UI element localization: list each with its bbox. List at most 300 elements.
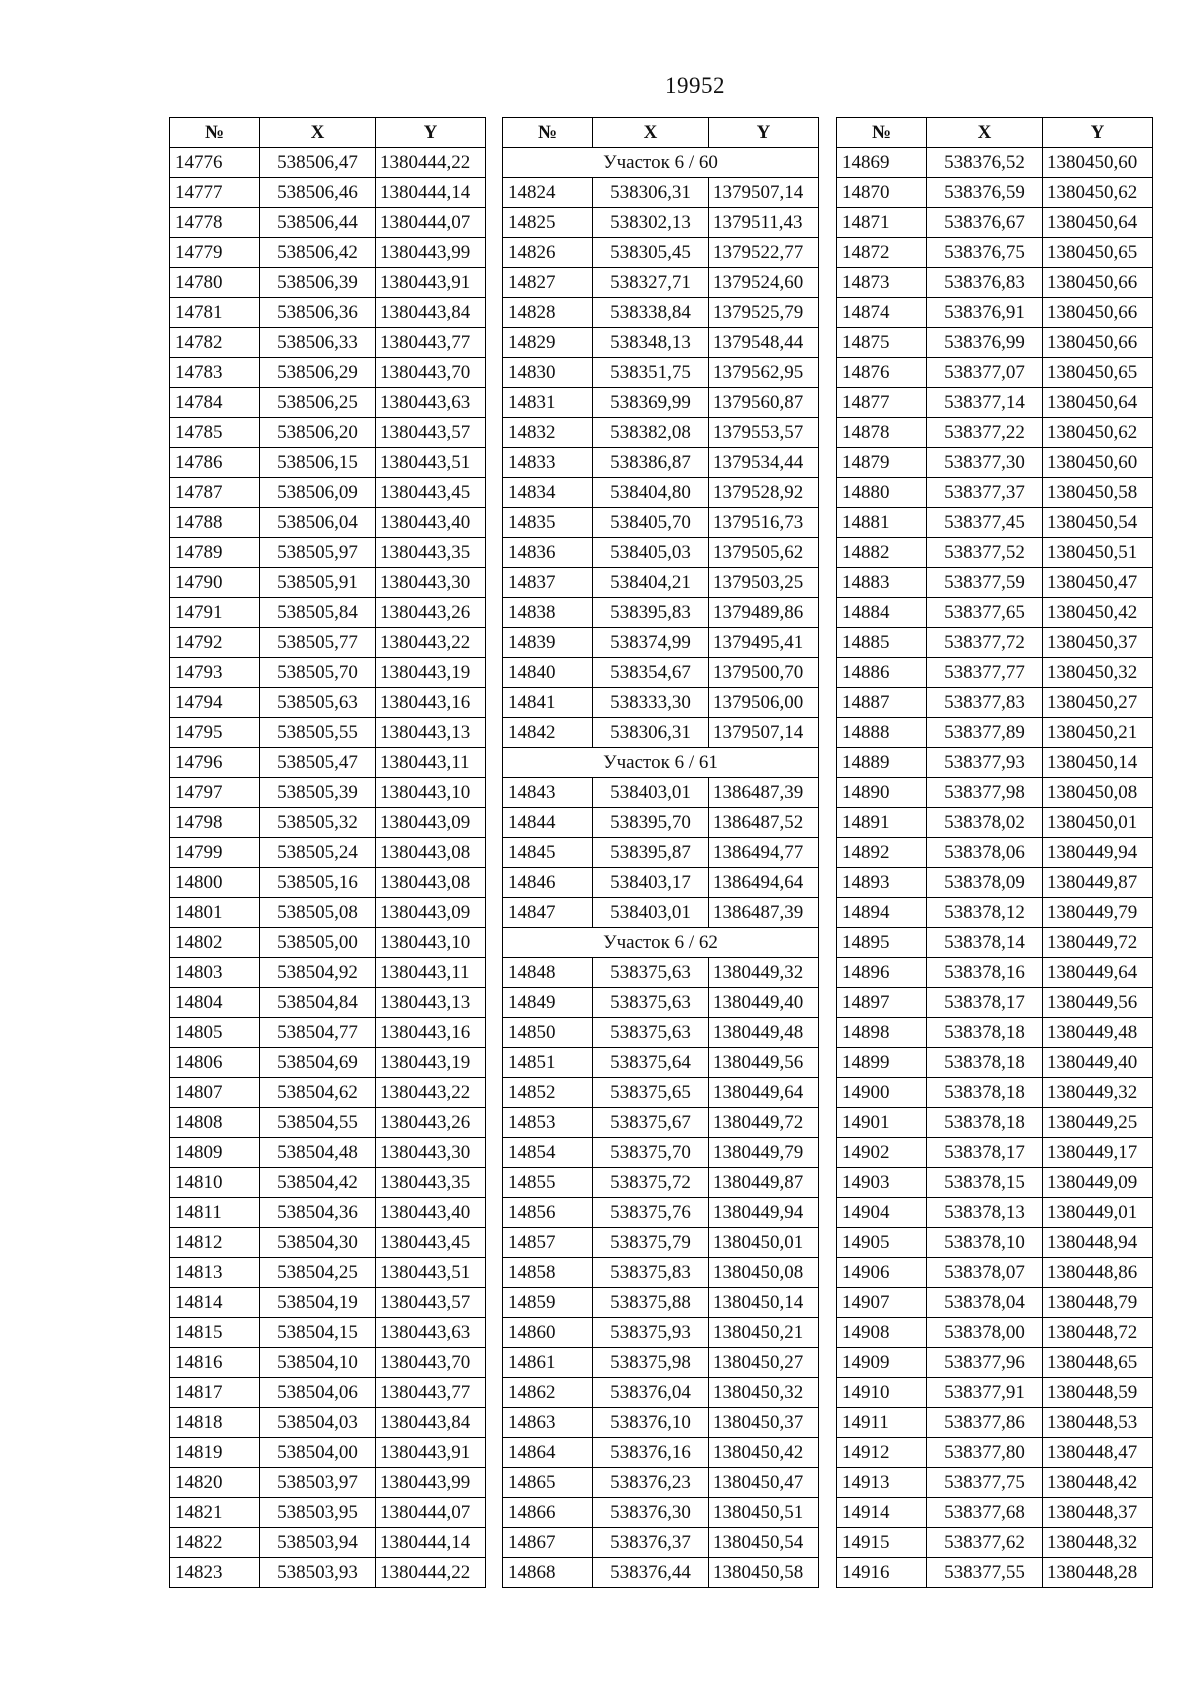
y-coordinate-cell: 1380449,56: [709, 1048, 819, 1078]
y-coordinate-cell: 1380450,08: [1043, 778, 1153, 808]
x-coordinate-cell: 538505,70: [260, 658, 376, 688]
x-coordinate-cell: 538375,83: [593, 1258, 709, 1288]
table-row: [170, 1288, 486, 1318]
y-coordinate-cell: 1380443,51: [376, 1258, 486, 1288]
y-coordinate-cell: 1380450,54: [1043, 508, 1153, 538]
y-coordinate-cell: 1380450,42: [1043, 598, 1153, 628]
point-number-cell: 14913: [837, 1468, 927, 1498]
table-row: [503, 1378, 819, 1408]
x-coordinate-cell: 538505,32: [260, 808, 376, 838]
x-coordinate-cell: 538504,30: [260, 1228, 376, 1258]
section-label: Участок 6 / 62: [503, 928, 819, 958]
point-number-cell: 14834: [503, 478, 593, 508]
table-row: [503, 1348, 819, 1378]
table-row: [837, 988, 1153, 1018]
point-number-cell: 14779: [170, 238, 260, 268]
table-row: [170, 1048, 486, 1078]
table-row: [503, 898, 819, 928]
table-row: [837, 538, 1153, 568]
table-row: [170, 1168, 486, 1198]
y-coordinate-cell: 1380450,60: [1043, 448, 1153, 478]
table-row: [837, 418, 1153, 448]
y-coordinate-cell: 1380444,22: [376, 148, 486, 178]
y-coordinate-cell: 1380450,60: [1043, 148, 1153, 178]
x-coordinate-cell: 538505,84: [260, 598, 376, 628]
table-row: [837, 748, 1153, 778]
table-row: [170, 988, 486, 1018]
table-row: [503, 658, 819, 688]
x-coordinate-cell: 538504,84: [260, 988, 376, 1018]
point-number-cell: 14912: [837, 1438, 927, 1468]
table-row: [503, 1108, 819, 1138]
x-coordinate-cell: 538504,77: [260, 1018, 376, 1048]
table-row: [837, 298, 1153, 328]
x-coordinate-cell: 538374,99: [593, 628, 709, 658]
point-number-cell: 14866: [503, 1498, 593, 1528]
x-coordinate-cell: 538506,39: [260, 268, 376, 298]
point-number-cell: 14789: [170, 538, 260, 568]
point-number-cell: 14778: [170, 208, 260, 238]
column-header-y: Y: [376, 118, 486, 148]
table-row: [837, 1018, 1153, 1048]
x-coordinate-cell: 538378,09: [927, 868, 1043, 898]
x-coordinate-cell: 538505,47: [260, 748, 376, 778]
y-coordinate-cell: 1380450,54: [709, 1528, 819, 1558]
point-number-cell: 14777: [170, 178, 260, 208]
y-coordinate-cell: 1380450,32: [1043, 658, 1153, 688]
section-header-row: [503, 748, 819, 778]
x-coordinate-cell: 538377,89: [927, 718, 1043, 748]
y-coordinate-cell: 1380449,40: [709, 988, 819, 1018]
y-coordinate-cell: 1380443,57: [376, 418, 486, 448]
point-number-cell: 14907: [837, 1288, 927, 1318]
y-coordinate-cell: 1380450,21: [1043, 718, 1153, 748]
x-coordinate-cell: 538382,08: [593, 418, 709, 448]
point-number-cell: 14862: [503, 1378, 593, 1408]
y-coordinate-cell: 1380449,56: [1043, 988, 1153, 1018]
x-coordinate-cell: 538378,17: [927, 1138, 1043, 1168]
y-coordinate-cell: 1380448,53: [1043, 1408, 1153, 1438]
point-number-cell: 14806: [170, 1048, 260, 1078]
point-number-cell: 14870: [837, 178, 927, 208]
point-number-cell: 14876: [837, 358, 927, 388]
point-number-cell: 14903: [837, 1168, 927, 1198]
table-row: [837, 1378, 1153, 1408]
point-number-cell: 14799: [170, 838, 260, 868]
x-coordinate-cell: 538375,63: [593, 958, 709, 988]
point-number-cell: 14896: [837, 958, 927, 988]
x-coordinate-cell: 538378,13: [927, 1198, 1043, 1228]
y-coordinate-cell: 1380443,91: [376, 268, 486, 298]
y-coordinate-cell: 1379524,60: [709, 268, 819, 298]
table-row: [170, 328, 486, 358]
table-row: [170, 1348, 486, 1378]
column-header-number: №: [503, 118, 593, 148]
table-row: [837, 958, 1153, 988]
column-header-y: Y: [1043, 118, 1153, 148]
x-coordinate-cell: 538378,12: [927, 898, 1043, 928]
x-coordinate-cell: 538405,70: [593, 508, 709, 538]
y-coordinate-cell: 1380450,58: [709, 1558, 819, 1588]
x-coordinate-cell: 538377,59: [927, 568, 1043, 598]
x-coordinate-cell: 538338,84: [593, 298, 709, 328]
table-row: [503, 1468, 819, 1498]
x-coordinate-cell: 538404,80: [593, 478, 709, 508]
point-number-cell: 14798: [170, 808, 260, 838]
table-row: [837, 928, 1153, 958]
point-number-cell: 14809: [170, 1138, 260, 1168]
x-coordinate-cell: 538378,10: [927, 1228, 1043, 1258]
table-row: [170, 208, 486, 238]
x-coordinate-cell: 538375,98: [593, 1348, 709, 1378]
x-coordinate-cell: 538377,83: [927, 688, 1043, 718]
point-number-cell: 14823: [170, 1558, 260, 1588]
point-number-cell: 14882: [837, 538, 927, 568]
table-row: [503, 478, 819, 508]
y-coordinate-cell: 1380450,14: [1043, 748, 1153, 778]
x-coordinate-cell: 538377,68: [927, 1498, 1043, 1528]
table-row: [503, 328, 819, 358]
y-coordinate-cell: 1379506,00: [709, 688, 819, 718]
table-row: [503, 1408, 819, 1438]
table-row: [170, 418, 486, 448]
point-number-cell: 14819: [170, 1438, 260, 1468]
table-row: [503, 1018, 819, 1048]
point-number-cell: 14879: [837, 448, 927, 478]
y-coordinate-cell: 1380450,58: [1043, 478, 1153, 508]
table-row: [170, 808, 486, 838]
y-coordinate-cell: 1380443,70: [376, 358, 486, 388]
x-coordinate-cell: 538376,75: [927, 238, 1043, 268]
y-coordinate-cell: 1380443,09: [376, 808, 486, 838]
table-row: [170, 838, 486, 868]
x-coordinate-cell: 538375,64: [593, 1048, 709, 1078]
x-coordinate-cell: 538378,18: [927, 1018, 1043, 1048]
y-coordinate-cell: 1380449,32: [709, 958, 819, 988]
x-coordinate-cell: 538377,93: [927, 748, 1043, 778]
table-row: [837, 808, 1153, 838]
x-coordinate-cell: 538376,30: [593, 1498, 709, 1528]
x-coordinate-cell: 538377,07: [927, 358, 1043, 388]
point-number-cell: 14801: [170, 898, 260, 928]
point-number-cell: 14865: [503, 1468, 593, 1498]
point-number-cell: 14824: [503, 178, 593, 208]
point-number-cell: 14829: [503, 328, 593, 358]
point-number-cell: 14863: [503, 1408, 593, 1438]
point-number-cell: 14894: [837, 898, 927, 928]
column-header-number: №: [837, 118, 927, 148]
table-row: [837, 568, 1153, 598]
point-number-cell: 14785: [170, 418, 260, 448]
x-coordinate-cell: 538504,06: [260, 1378, 376, 1408]
y-coordinate-cell: 1380443,40: [376, 508, 486, 538]
y-coordinate-cell: 1380443,16: [376, 1018, 486, 1048]
table-row: [170, 1198, 486, 1228]
y-coordinate-cell: 1380443,13: [376, 718, 486, 748]
table-row: [837, 898, 1153, 928]
point-number-cell: 14859: [503, 1288, 593, 1318]
point-number-cell: 14909: [837, 1348, 927, 1378]
point-number-cell: 14828: [503, 298, 593, 328]
y-coordinate-cell: 1380443,35: [376, 538, 486, 568]
table-row: [503, 838, 819, 868]
y-coordinate-cell: 1380448,28: [1043, 1558, 1153, 1588]
x-coordinate-cell: 538375,79: [593, 1228, 709, 1258]
point-number-cell: 14898: [837, 1018, 927, 1048]
x-coordinate-cell: 538395,83: [593, 598, 709, 628]
point-number-cell: 14822: [170, 1528, 260, 1558]
y-coordinate-cell: 1380443,70: [376, 1348, 486, 1378]
x-coordinate-cell: 538375,93: [593, 1318, 709, 1348]
point-number-cell: 14776: [170, 148, 260, 178]
x-coordinate-cell: 538506,04: [260, 508, 376, 538]
table-row: [503, 208, 819, 238]
x-coordinate-cell: 538503,97: [260, 1468, 376, 1498]
table-row: [170, 1138, 486, 1168]
table-row: [503, 238, 819, 268]
y-coordinate-cell: 1380443,30: [376, 568, 486, 598]
point-number-cell: 14847: [503, 898, 593, 928]
y-coordinate-cell: 1380443,40: [376, 1198, 486, 1228]
y-coordinate-cell: 1380450,27: [709, 1348, 819, 1378]
y-coordinate-cell: 1380443,51: [376, 448, 486, 478]
table-row: [837, 238, 1153, 268]
table-row: [837, 508, 1153, 538]
point-number-cell: 14895: [837, 928, 927, 958]
y-coordinate-cell: 1380448,94: [1043, 1228, 1153, 1258]
x-coordinate-cell: 538375,63: [593, 988, 709, 1018]
x-coordinate-cell: 538504,10: [260, 1348, 376, 1378]
point-number-cell: 14802: [170, 928, 260, 958]
column-header-x: X: [927, 118, 1043, 148]
table-row: [503, 298, 819, 328]
y-coordinate-cell: 1380450,37: [709, 1408, 819, 1438]
table-row: [837, 148, 1153, 178]
table-row: [837, 598, 1153, 628]
table-row: [503, 568, 819, 598]
y-coordinate-cell: 1380449,01: [1043, 1198, 1153, 1228]
table-row: [170, 568, 486, 598]
table-row: [837, 1558, 1153, 1588]
point-number-cell: 14804: [170, 988, 260, 1018]
point-number-cell: 14800: [170, 868, 260, 898]
coordinates-table-right: [836, 117, 1153, 1588]
point-number-cell: 14868: [503, 1558, 593, 1588]
y-coordinate-cell: 1380448,65: [1043, 1348, 1153, 1378]
x-coordinate-cell: 538376,91: [927, 298, 1043, 328]
table-row: [170, 898, 486, 928]
x-coordinate-cell: 538505,08: [260, 898, 376, 928]
y-coordinate-cell: 1380448,86: [1043, 1258, 1153, 1288]
x-coordinate-cell: 538504,25: [260, 1258, 376, 1288]
table-row: [837, 1168, 1153, 1198]
y-coordinate-cell: 1386487,39: [709, 778, 819, 808]
x-coordinate-cell: 538378,14: [927, 928, 1043, 958]
y-coordinate-cell: 1380449,87: [1043, 868, 1153, 898]
point-number-cell: 14916: [837, 1558, 927, 1588]
point-number-cell: 14908: [837, 1318, 927, 1348]
table-row: [837, 658, 1153, 688]
y-coordinate-cell: 1379534,44: [709, 448, 819, 478]
section-label: Участок 6 / 61: [503, 748, 819, 778]
x-coordinate-cell: 538354,67: [593, 658, 709, 688]
table-row: [170, 1408, 486, 1438]
point-number-cell: 14821: [170, 1498, 260, 1528]
y-coordinate-cell: 1379548,44: [709, 328, 819, 358]
y-coordinate-cell: 1380450,14: [709, 1288, 819, 1318]
x-coordinate-cell: 538503,94: [260, 1528, 376, 1558]
point-number-cell: 14861: [503, 1348, 593, 1378]
section-header-row: [503, 148, 819, 178]
x-coordinate-cell: 538377,62: [927, 1528, 1043, 1558]
table-row: [170, 1228, 486, 1258]
table-row: [837, 718, 1153, 748]
table-row: [503, 418, 819, 448]
point-number-cell: 14820: [170, 1468, 260, 1498]
table-row: [837, 1258, 1153, 1288]
table-row: [170, 868, 486, 898]
y-coordinate-cell: 1379525,79: [709, 298, 819, 328]
table-row: [837, 1288, 1153, 1318]
y-coordinate-cell: 1380443,26: [376, 598, 486, 628]
x-coordinate-cell: 538504,55: [260, 1108, 376, 1138]
table-row: [503, 1318, 819, 1348]
x-coordinate-cell: 538306,31: [593, 178, 709, 208]
point-number-cell: 14874: [837, 298, 927, 328]
y-coordinate-cell: 1380444,22: [376, 1558, 486, 1588]
y-coordinate-cell: 1386494,64: [709, 868, 819, 898]
table-row: [837, 868, 1153, 898]
point-number-cell: 14857: [503, 1228, 593, 1258]
point-number-cell: 14844: [503, 808, 593, 838]
table-row: [503, 1258, 819, 1288]
y-coordinate-cell: 1380443,99: [376, 238, 486, 268]
table-row: [503, 358, 819, 388]
y-coordinate-cell: 1380443,63: [376, 1318, 486, 1348]
x-coordinate-cell: 538378,07: [927, 1258, 1043, 1288]
y-coordinate-cell: 1380448,79: [1043, 1288, 1153, 1318]
y-coordinate-cell: 1380443,35: [376, 1168, 486, 1198]
table-row: [837, 1528, 1153, 1558]
table-row: [170, 1018, 486, 1048]
x-coordinate-cell: 538351,75: [593, 358, 709, 388]
y-coordinate-cell: 1380443,84: [376, 298, 486, 328]
point-number-cell: 14851: [503, 1048, 593, 1078]
x-coordinate-cell: 538377,55: [927, 1558, 1043, 1588]
x-coordinate-cell: 538377,75: [927, 1468, 1043, 1498]
table-row: [170, 1258, 486, 1288]
table-row: [503, 1048, 819, 1078]
y-coordinate-cell: 1379528,92: [709, 478, 819, 508]
x-coordinate-cell: 538375,65: [593, 1078, 709, 1108]
point-number-cell: 14811: [170, 1198, 260, 1228]
point-number-cell: 14906: [837, 1258, 927, 1288]
table-row: [170, 1318, 486, 1348]
y-coordinate-cell: 1380443,57: [376, 1288, 486, 1318]
table-row: [503, 1498, 819, 1528]
y-coordinate-cell: 1380450,66: [1043, 328, 1153, 358]
y-coordinate-cell: 1379560,87: [709, 388, 819, 418]
y-coordinate-cell: 1386487,39: [709, 898, 819, 928]
point-number-cell: 14854: [503, 1138, 593, 1168]
point-number-cell: 14872: [837, 238, 927, 268]
table-row: [837, 388, 1153, 418]
x-coordinate-cell: 538505,00: [260, 928, 376, 958]
x-coordinate-cell: 538376,44: [593, 1558, 709, 1588]
point-number-cell: 14826: [503, 238, 593, 268]
table-row: [837, 478, 1153, 508]
x-coordinate-cell: 538506,36: [260, 298, 376, 328]
point-number-cell: 14893: [837, 868, 927, 898]
table-row: [503, 178, 819, 208]
table-row: [170, 268, 486, 298]
x-coordinate-cell: 538405,03: [593, 538, 709, 568]
y-coordinate-cell: 1380450,32: [709, 1378, 819, 1408]
table-header-row: [170, 118, 486, 148]
point-number-cell: 14891: [837, 808, 927, 838]
y-coordinate-cell: 1380449,64: [709, 1078, 819, 1108]
point-number-cell: 14905: [837, 1228, 927, 1258]
table-row: [503, 1168, 819, 1198]
y-coordinate-cell: 1379553,57: [709, 418, 819, 448]
y-coordinate-cell: 1386494,77: [709, 838, 819, 868]
point-number-cell: 14892: [837, 838, 927, 868]
table-row: [170, 448, 486, 478]
point-number-cell: 14856: [503, 1198, 593, 1228]
x-coordinate-cell: 538377,45: [927, 508, 1043, 538]
point-number-cell: 14787: [170, 478, 260, 508]
x-coordinate-cell: 538506,33: [260, 328, 376, 358]
y-coordinate-cell: 1380449,94: [1043, 838, 1153, 868]
x-coordinate-cell: 538506,20: [260, 418, 376, 448]
y-coordinate-cell: 1380448,72: [1043, 1318, 1153, 1348]
x-coordinate-cell: 538376,37: [593, 1528, 709, 1558]
y-coordinate-cell: 1380450,27: [1043, 688, 1153, 718]
x-coordinate-cell: 538506,09: [260, 478, 376, 508]
point-number-cell: 14839: [503, 628, 593, 658]
y-coordinate-cell: 1380443,13: [376, 988, 486, 1018]
page-number: 19952: [665, 73, 725, 98]
table-row: [837, 1438, 1153, 1468]
point-number-cell: 14838: [503, 598, 593, 628]
y-coordinate-cell: 1380444,07: [376, 1498, 486, 1528]
y-coordinate-cell: 1380450,66: [1043, 268, 1153, 298]
x-coordinate-cell: 538504,62: [260, 1078, 376, 1108]
point-number-cell: 14835: [503, 508, 593, 538]
point-number-cell: 14871: [837, 208, 927, 238]
y-coordinate-cell: 1380450,47: [709, 1468, 819, 1498]
point-number-cell: 14878: [837, 418, 927, 448]
table-row: [170, 358, 486, 388]
y-coordinate-cell: 1380449,72: [709, 1108, 819, 1138]
x-coordinate-cell: 538378,18: [927, 1048, 1043, 1078]
table-row: [170, 718, 486, 748]
column-header-y: Y: [709, 118, 819, 148]
x-coordinate-cell: 538375,72: [593, 1168, 709, 1198]
point-number-cell: 14830: [503, 358, 593, 388]
point-number-cell: 14784: [170, 388, 260, 418]
point-number-cell: 14812: [170, 1228, 260, 1258]
x-coordinate-cell: 538376,59: [927, 178, 1043, 208]
table-row: [170, 778, 486, 808]
x-coordinate-cell: 538376,04: [593, 1378, 709, 1408]
table-row: [503, 808, 819, 838]
table-row: [170, 1498, 486, 1528]
x-coordinate-cell: 538378,06: [927, 838, 1043, 868]
point-number-cell: 14816: [170, 1348, 260, 1378]
y-coordinate-cell: 1380448,42: [1043, 1468, 1153, 1498]
table-row: [170, 1438, 486, 1468]
